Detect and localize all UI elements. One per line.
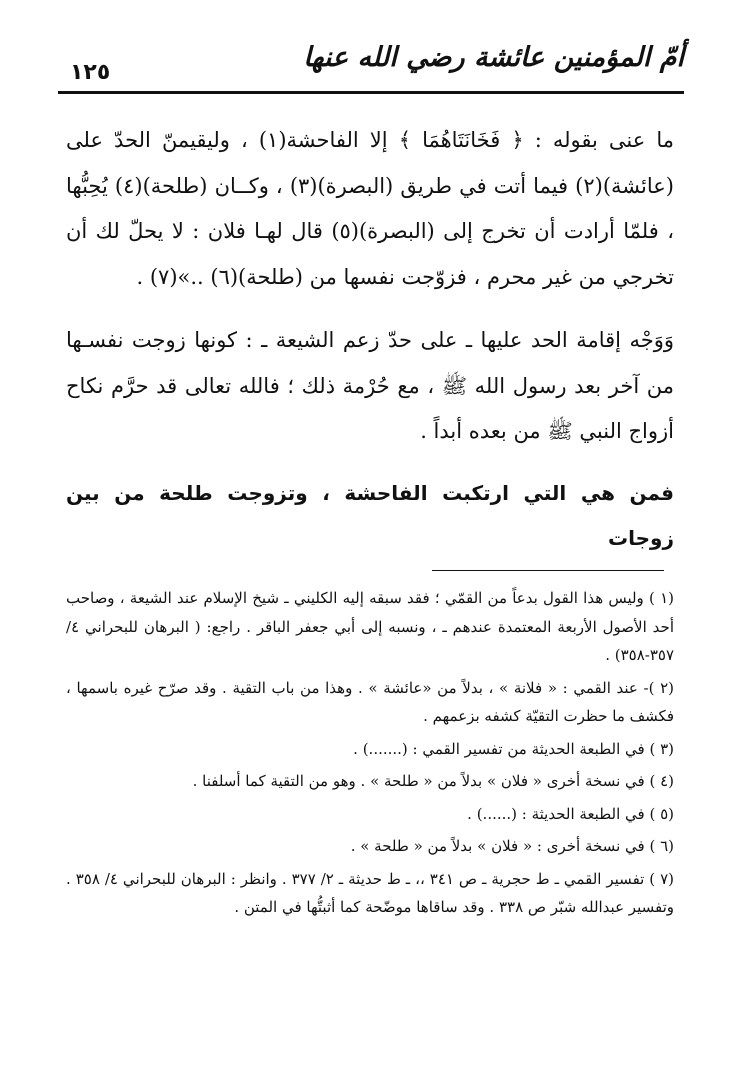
- footnote-5: (٥ ) في الطبعة الحديثة : (......) .: [467, 804, 674, 823]
- page-header: [58, 30, 684, 90]
- footnote-3: (٣ ) في الطبعة الحديثة من تفسير القمي : (.......) .: [353, 739, 674, 758]
- footnote-2: (٢ )- عند القمي : « فلانة » ، بدلاً من «عائشة » . وهذا من باب التقية . وقد صرّح غيره باسمها ، فكشف ما حظرت التقيّة كشفه بزعمهم .: [66, 678, 674, 725]
- body-paragraph-bold: فمن هي التي ارتكبت الفاحشة ، وتزوجت طلحة من بين زوجات: [66, 480, 674, 550]
- body-paragraph: وَوَجْه إقامة الحد عليها ـ على حدّ زعم الشيعة ـ : كونها زوجت نفسـها من آخر بعد رسول الله ﷺ ، مع حُرْمة ذلك ؛ فالله تعالى قد حرَّم نكاح أزواج النبي ﷺ من بعده أبداً .: [66, 328, 674, 443]
- body-text: [66, 118, 674, 562]
- running-title: أمّ المؤمنين عائشة رضي الله عنها: [303, 42, 684, 73]
- footnote-1: (١ ) وليس هذا القول بدعاً من القمّي ؛ فقد سبقه إليه الكليني ـ شيخ الإسلام عند الشيعة ، وصاحب أحد الأصول الأربعة المعتمدة عندهم ـ ، ونسبه إلى أبي جعفر الباقر . راجع: ( البرهان للبحراني ٤/ ٣٥٧-٣٥٨) .: [66, 589, 674, 664]
- footnote-separator: [432, 570, 664, 571]
- footnote-4: (٤ ) في نسخة أخرى « فلان » بدلاً من « طلحة » . وهو من التقية كما أسلفنا .: [192, 772, 674, 790]
- footnote-7: (٧ ) تفسير القمي ـ ط حجرية ـ ص ٣٤١ ،، ـ ط حديثة ـ ٢/ ٣٧٧ . وانظر : البرهان للبحراني ٤/ ٣٥٨ . وتفسير عبدالله شبّر ص ٣٣٨ . وقد ساقاها موضّحة كما أثبتُّها في المتن .: [66, 869, 675, 916]
- header-rule: [58, 91, 684, 94]
- body-paragraph: ما عنى بقوله : ﴿ فَخَانَتَاهُمَا ﴾ إلا الفاحشة(١) ، وليقيمنّ الحدّ على (عائشة)(٢) فيما أتت في طريق (البصرة)(٣) ، وكــان (طلحة)(٤) يُحِبُّها ، فلمّا أرادت أن تخرج إلى (البصرة)(٥) قال لهـا فلان : لا يحلّ لك أن تخرجي من غير محرم ، فزوّجت نفسها من (طلحة)(٦) ..»(٧) .: [66, 128, 675, 289]
- page-number: ١٢٥: [70, 60, 111, 85]
- footnote-6: (٦ ) في نسخة أخرى : « فلان » بدلاً من « طلحة » .: [350, 837, 674, 855]
- footnotes: [66, 584, 674, 926]
